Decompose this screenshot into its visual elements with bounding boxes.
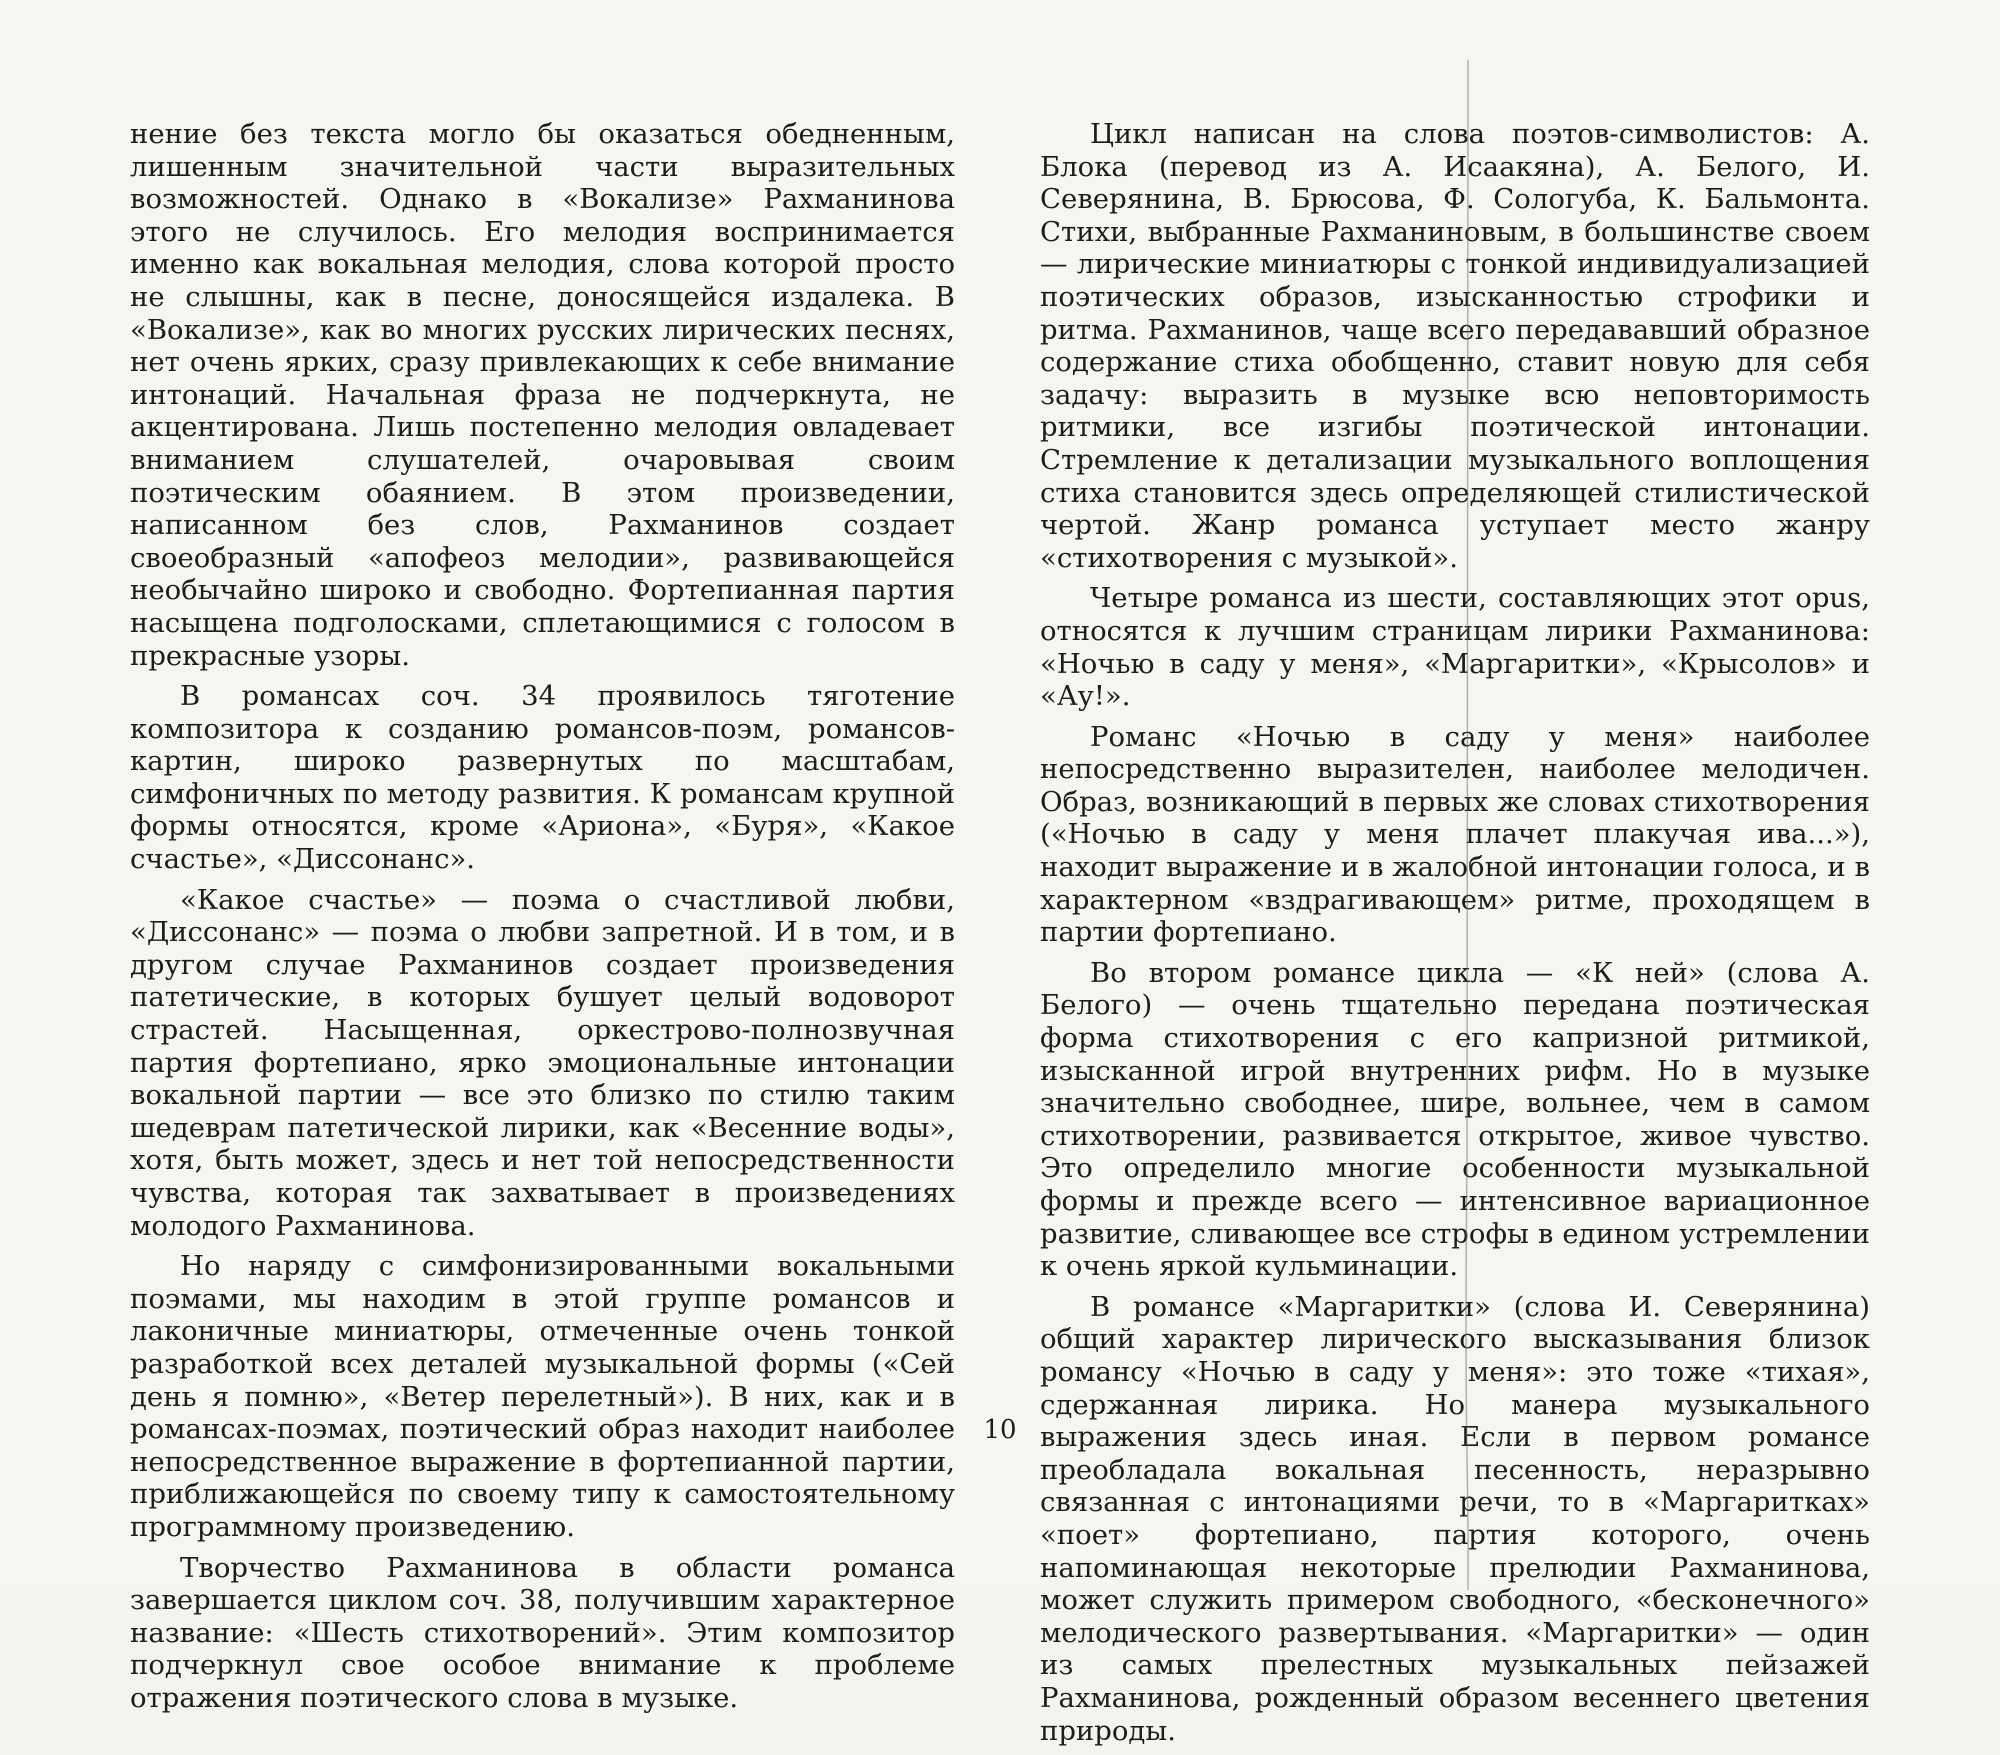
right-paragraph-3: Романс «Ночью в саду у меня» наиболее непосредственно выразителен, наиболее мелодичен. Образ, возникающий в первых же словах стихотворения («Ночью в саду у меня плачет плакучая ива...»), находит выражение и в жалобной интонации голоса, и в характерном «вздрагивающем» ритме, проходящем в партии фортепиано. [1040, 720, 1870, 949]
left-paragraph-1: нение без текста могло бы оказаться обедненным, лишенным значительной части выразительных возможностей. Однако в «Вокализе» Рахманинова этого не случилось. Его мелодия воспринимается именно как вокальная мелодия, слова которой просто не слышны, как в песне, доносящейся издалека. В «Вокализе», как во многих русских лирических песнях, нет очень ярких, сразу привлекающих к себе внимание интонаций. Начальная фраза не подчеркнута, не акцентирована. Лишь постепенно мелодия овладевает вниманием слушателей, очаровывая своим поэтическим обаянием. В этом произведении, написанном без слов, Рахманинов создает своеобразный «апофеоз мелодии», развивающейся необычайно широко и свободно. Фортепианная партия насыщена подголосками, сплетающимися с голосом в прекрасные узоры. [130, 118, 955, 672]
page-number: 10 [983, 1415, 1017, 1445]
paper-fold-crease [1465, 60, 1471, 1590]
right-paragraph-1: Цикл написан на слова поэтов-символистов: А. Блока (перевод из А. Исаакяна), А. Белого, И. Северянина, В. Брюсова, Ф. Сологуба, К. Бальмонта. Стихи, выбранные Рахманиновым, в большинстве своем — лирические миниатюры с тонкой индивидуализацией поэтических образов, изысканностью строфики и ритма. Рахманинов, чаще всего передававший образное содержание стиха обобщенно, ставит новую для себя задачу: выразить в музыке всю неповторимость ритмики, все изгибы поэтической интонации. Стремление к детализации музыкального воплощения стиха становится здесь определяющей стилистической чертой. Жанр романса уступает место жанру «стихотворения с музыкой». [1040, 118, 1870, 574]
left-paragraph-2: В романсах соч. 34 проявилось тяготение композитора к созданию романсов-поэм, романсов-картин, широко развернутых по масштабам, симфоничных по методу развития. К романсам крупной формы относятся, кроме «Ариона», «Буря», «Какое счастье», «Диссонанс». [130, 680, 955, 876]
left-column [130, 118, 955, 1723]
right-paragraph-4: Во втором романсе цикла — «К ней» (слова А. Белого) — очень тщательно передана поэтическая форма стихотворения с его капризной ритмикой, изысканной игрой внутренних рифм. Но в музыке значительно свободнее, шире, вольнее, чем в самом стихотворении, развивается открытое, живое чувство. Это определило многие особенности музыкальной формы и прежде всего — интенсивное вариационное развитие, сливающее все строфы в едином устремлении к очень яркой кульминации. [1040, 956, 1870, 1283]
left-paragraph-5: Творчество Рахманинова в области романса завершается циклом соч. 38, получившим характерное название: «Шесть стихотворений». Этим композитор подчеркнул свое особое внимание к проблеме отражения поэтического слова в музыке. [130, 1551, 955, 1714]
left-paragraph-4: Но наряду с симфонизированными вокальными поэмами, мы находим в этой группе романсов и лаконичные миниатюры, отмеченные очень тонкой разработкой всех деталей музыкальной формы («Сей день я помню», «Ветер перелетный»). В них, как и в романсах-поэмах, поэтический образ находит наиболее непосредственное выражение в фортепианной партии, приближающейся по своему типу к самостоятельному программному произведению. [130, 1250, 955, 1543]
right-paragraph-5: В романсе «Маргаритки» (слова И. Северянина) общий характер лирического высказывания близок романсу «Ночью в саду у меня»: это тоже «тихая», сдержанная лирика. Но манера музыкального выражения здесь иная. Если в первом романсе преобладала вокальная песенность, неразрывно связанная с интонациями речи, то в «Маргаритках» «поет» фортепиано, партия которого, очень напоминающая некоторые прелюдии Рахманинова, может служить примером свободного, «бесконечного» мелодического развертывания. «Маргаритки» — один из самых прелестных музыкальных пейзажей Рахманинова, рожденный образом весеннего цветения природы. [1040, 1290, 1870, 1747]
right-paragraph-2: Четыре романса из шести, составляющих этот opus, относятся к лучшим страницам лирики Рахманинова: «Ночью в саду у меня», «Маргаритки», «Крысолов» и «Ау!». [1040, 582, 1870, 713]
left-paragraph-3: «Какое счастье» — поэма о счастливой любви, «Диссонанс» — поэма о любви запретной. И в том, и в другом случае Рахманинов создает произведения патетические, в которых бушует целый водоворот страстей. Насыщенная, оркестрово-полнозвучная партия фортепиано, ярко эмоциональные интонации вокальной партии — все это близко по стилю таким шедеврам патетической лирики, как «Весенние воды», хотя, быть может, здесь и нет той непосредственности чувства, которая так захватывает в произведениях молодого Рахманинова. [130, 883, 955, 1242]
right-column [1040, 118, 1870, 1755]
